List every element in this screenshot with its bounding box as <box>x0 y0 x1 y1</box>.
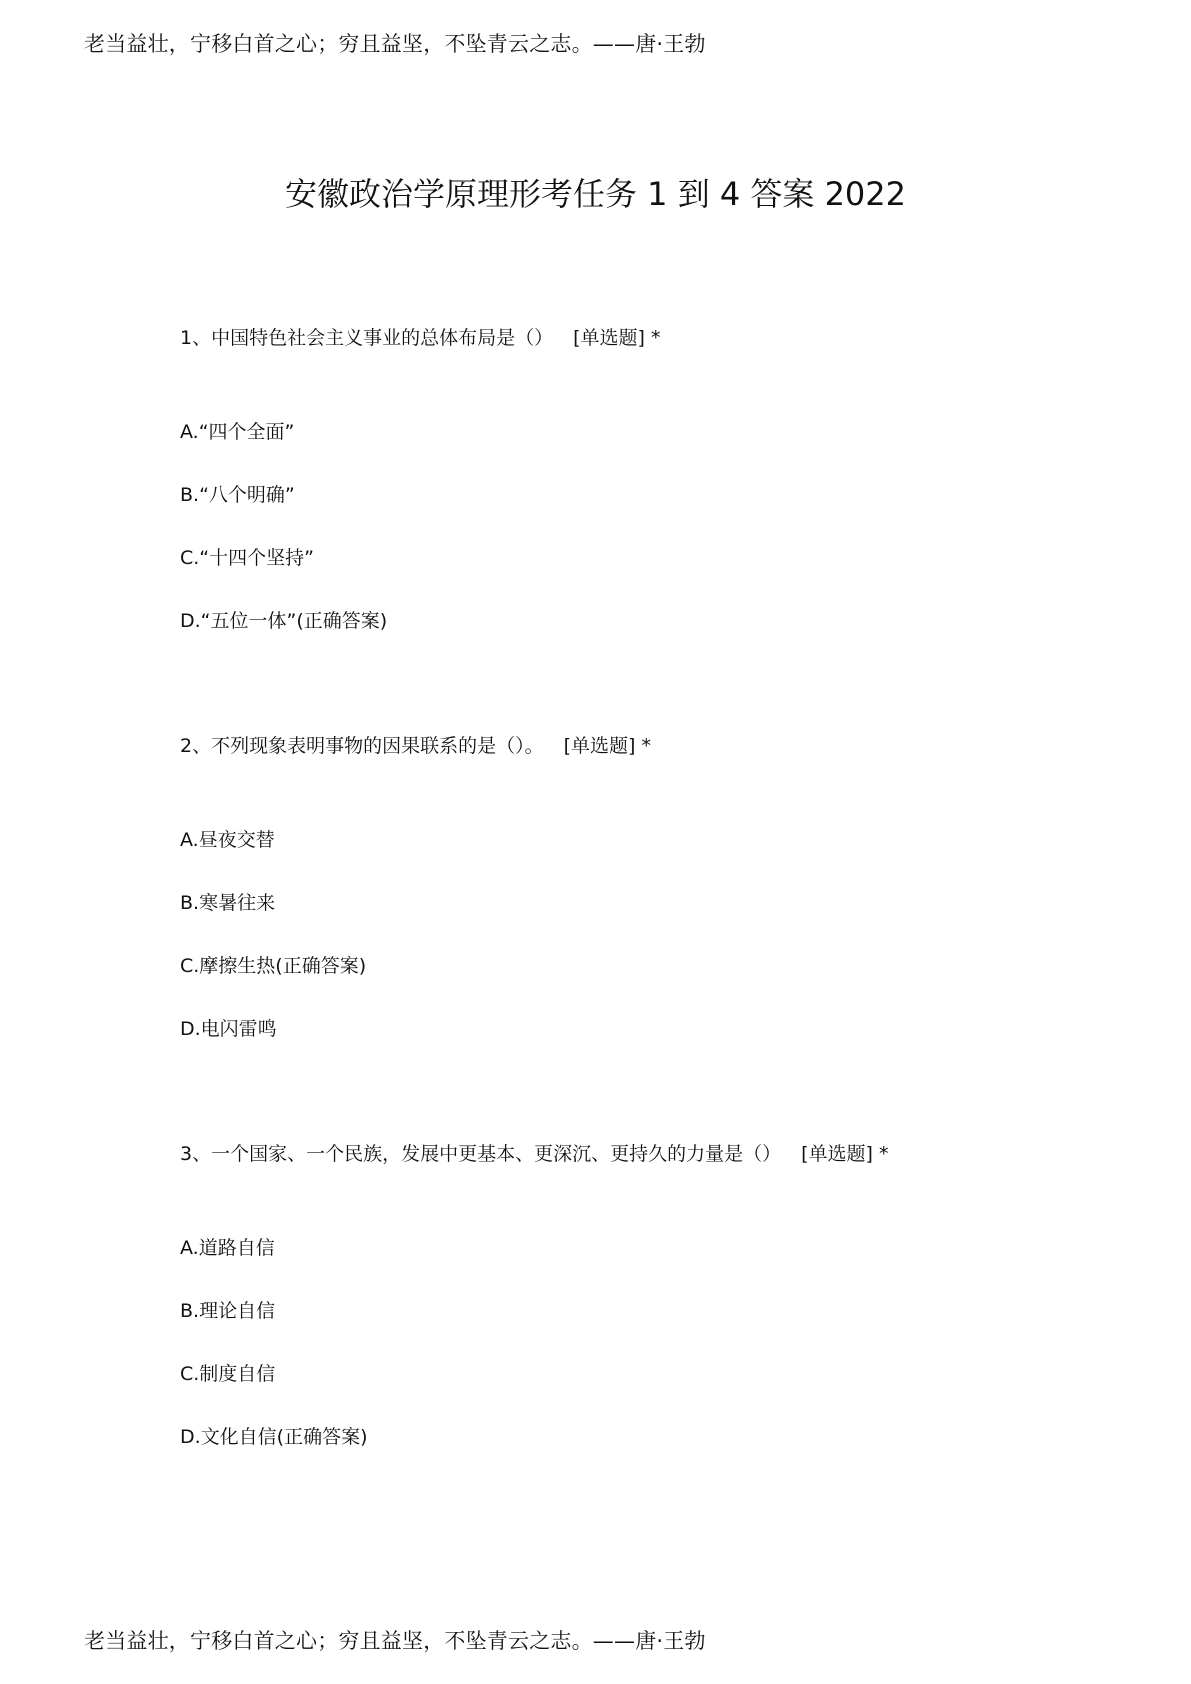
question-1-text: 1、中国特色社会主义事业的总体布局是（） <box>180 327 554 349</box>
question-2-option-c: C.摩擦生热(正确答案) <box>180 955 367 977</box>
question-1-type-tag: [单选题] * <box>573 327 661 349</box>
footer-quote: 老当益壮，宁移白首之心；穷且益坚，不坠青云之志。——唐·王勃 <box>84 1629 706 1653</box>
question-3-option-a: A.道路自信 <box>180 1237 275 1259</box>
question-2-option-d: D.电闪雷鸣 <box>180 1018 277 1040</box>
question-1 <box>180 324 660 352</box>
question-3-option-c: C.制度自信 <box>180 1363 276 1385</box>
question-1-option-d: D.“五位一体”(正确答案) <box>180 610 388 632</box>
question-2 <box>180 732 651 760</box>
question-2-type-tag: [单选题] * <box>563 735 651 757</box>
header-quote: 老当益壮，宁移白首之心；穷且益坚，不坠青云之志。——唐·王勃 <box>84 32 706 56</box>
question-1-option-a: A.“四个全面” <box>180 421 295 443</box>
question-1-option-b: B.“八个明确” <box>180 484 295 506</box>
question-3-type-tag: [单选题] * <box>801 1143 889 1165</box>
question-3-option-d: D.文化自信(正确答案) <box>180 1426 368 1448</box>
question-2-text: 2、不列现象表明事物的因果联系的是（）。 <box>180 735 544 757</box>
question-2-option-b: B.寒暑往来 <box>180 892 276 914</box>
document-title: 安徽政治学原理形考任务 1 到 4 答案 2022 <box>284 175 907 213</box>
question-1-option-c: C.“十四个坚持” <box>180 547 314 569</box>
question-3-text: 3、一个国家、一个民族，发展中更基本、更深沉、更持久的力量是（） <box>180 1143 782 1165</box>
question-3-option-b: B.理论自信 <box>180 1300 276 1322</box>
question-3 <box>180 1140 888 1168</box>
question-2-option-a: A.昼夜交替 <box>180 829 275 851</box>
